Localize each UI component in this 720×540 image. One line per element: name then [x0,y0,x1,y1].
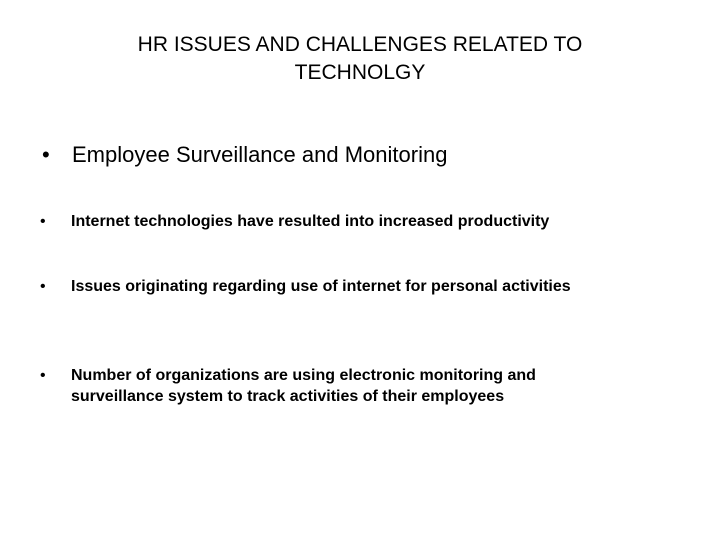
sub-bullet-text-line-1: Number of organizations are using electronic monitoring and [71,367,536,384]
sub-bullet-text: Issues originating regarding use of internet for personal activities [71,278,571,295]
sub-bullet-text [71,365,661,407]
slide-title [60,31,660,87]
slide-title-line-2: TECHNOLGY [294,61,426,84]
bullet-icon: • [40,367,46,384]
bullet-icon: • [40,213,46,230]
sub-bullet-text-line-2: surveillance system to track activities of their employees [71,388,505,405]
sub-bullet-text: Internet technologies have resulted into increased productivity [71,213,550,230]
bullet-icon: • [42,142,50,167]
main-bullet-text: Employee Surveillance and Monitoring [72,142,448,167]
slide-title-line-1: HR ISSUES AND CHALLENGES RELATED TO [137,33,583,56]
bullet-icon: • [40,278,46,295]
